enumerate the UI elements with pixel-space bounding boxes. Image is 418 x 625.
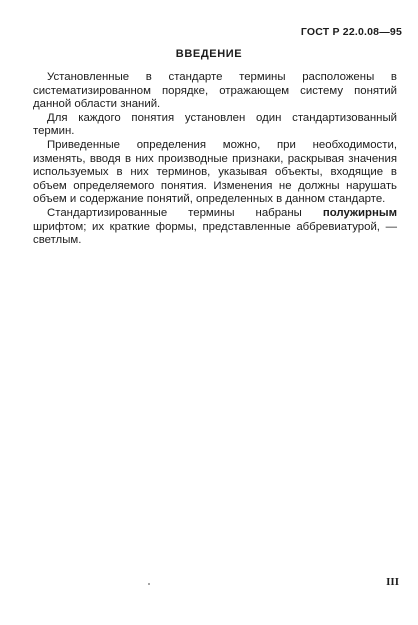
paragraph-definitions: Приведенные определения можно, при необходимости, изменять, вводя в них производные признаки, раскрывая значения используемых в них терминов, указывая объекты, входящие в объем определяемого понятия. Изменения не должны нарушать объем и содержание понятий, определенных в данном стандарте. xyxy=(33,138,397,206)
typography-text-after: шрифтом; их краткие формы, представленные аббревиатурой, — светлым. xyxy=(33,220,397,247)
paragraph-single-term: Для каждого понятия установлен один стандартизованный термин. xyxy=(33,111,397,138)
typography-bold-word: полужирным xyxy=(322,206,397,219)
typography-text-before: Стандартизированные термины набраны xyxy=(47,206,323,219)
paragraph-typography xyxy=(33,207,397,248)
page-number: III xyxy=(386,576,399,588)
section-title: ВВЕДЕНИЕ xyxy=(175,48,243,60)
document-code-header: ГОСТ Р 22.0.08—95 xyxy=(300,26,402,38)
paragraph-terms-order: Установленные в стандарте термины расположены в систематизированном порядке, отражающем систему понятий данной области знаний. xyxy=(33,71,397,111)
introduction-body xyxy=(33,71,397,248)
scan-speck xyxy=(148,583,150,585)
